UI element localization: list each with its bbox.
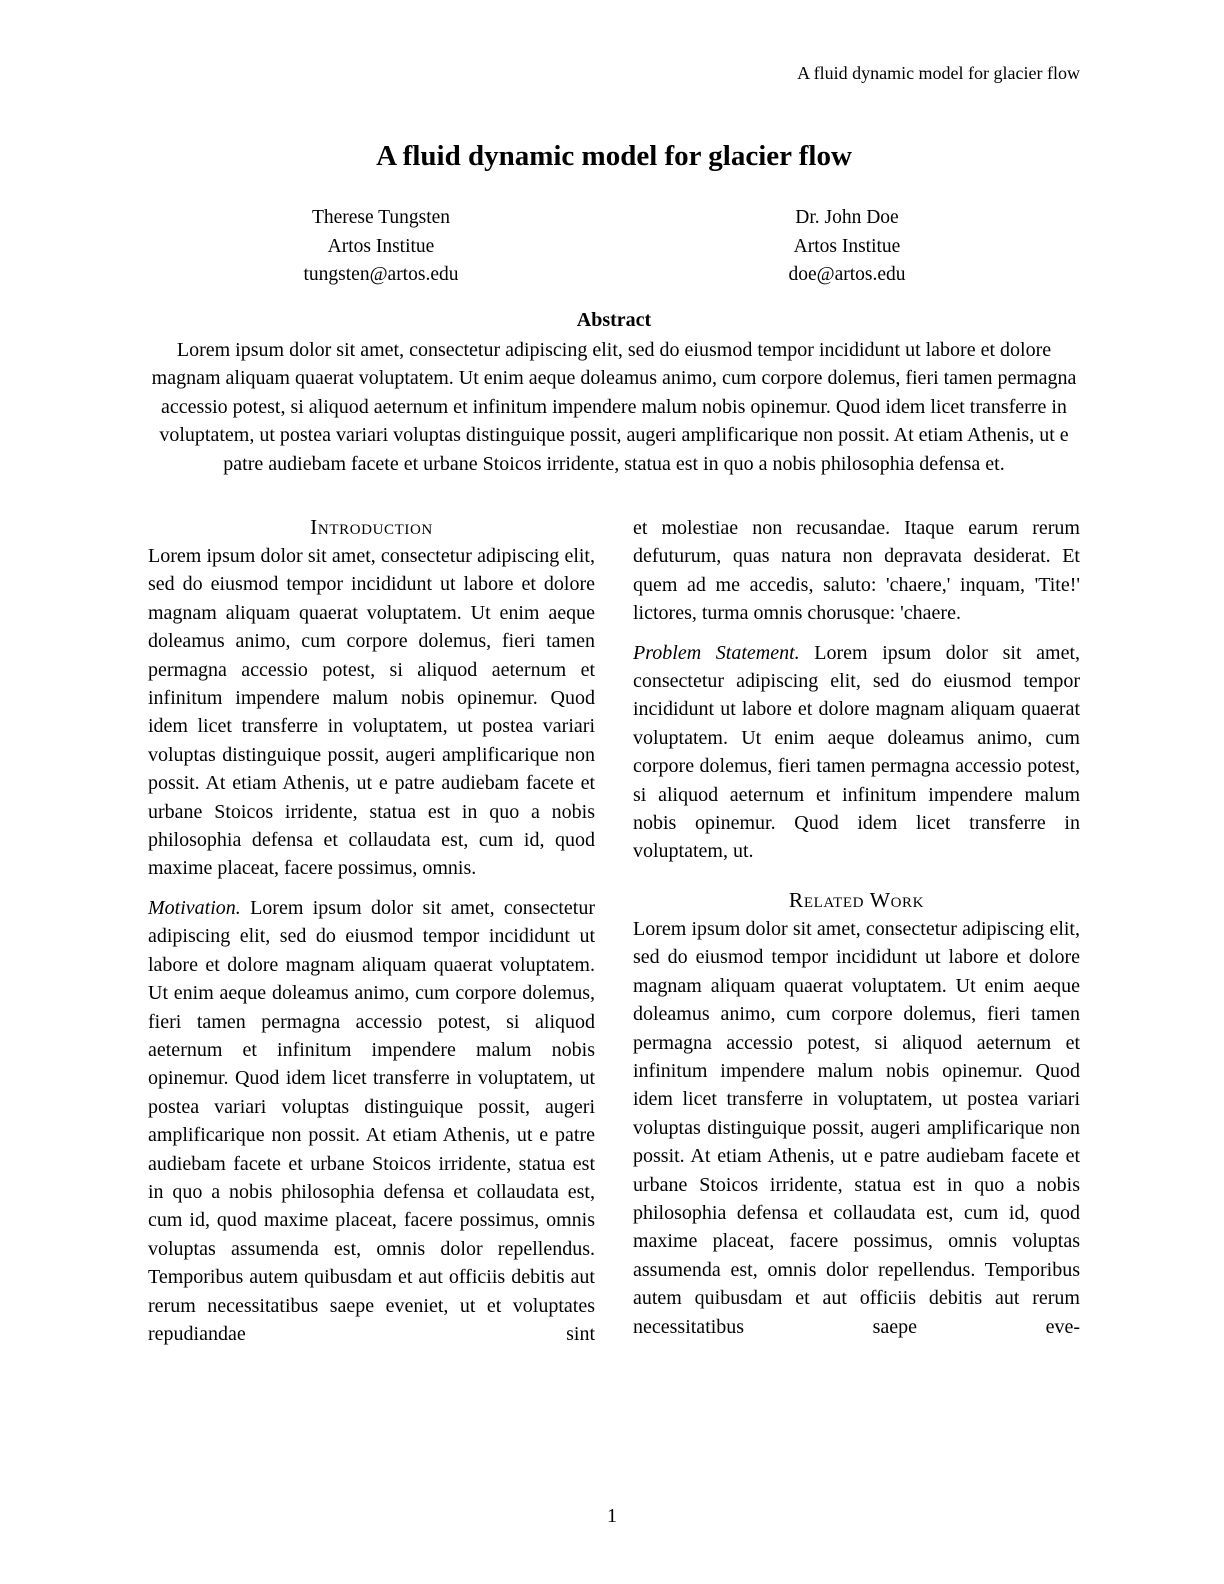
page-number: 1: [607, 1505, 617, 1527]
author-1-email: tungsten@artos.edu: [303, 264, 459, 285]
problem-statement-text: Lorem ipsum dolor sit amet, consectetur adipiscing elit, sed do eiusmod tempor incididunt ut labore et dolore magnam aliquam quaerat voluptatem. Ut enim aeque doleamus animo, cum corpore dolemus, fieri tamen permagna accessio potest, si aliquod aeternum et infinitum impendere malum nobis opinemur. Quod idem licet transferre in voluptatem, ut.: [633, 641, 1080, 863]
problem-statement-lead-label: Problem Statement.: [633, 641, 800, 664]
running-header: A fluid dynamic model for glacier flow: [797, 63, 1080, 83]
paragraph-motivation-continued: et molestiae non recusandae. Itaque earum rerum defuturum, quas natura non depravata desiderat. Et quem ad me accedis, saluto: 'chaere,' inquam, 'Tite!' lictores, turma omnis chorusque: 'chaere.: [633, 517, 1080, 625]
author-2: [614, 204, 1080, 290]
abstract-text: Lorem ipsum dolor sit amet, consectetur adipiscing elit, sed do eiusmod tempor incididunt ut labore et dolore magnam aliquam quaerat voluptatem. Ut enim aeque doleamus animo, cum corpore dolemus, fieri tamen permagna accessio potest, si aliquod aeternum et infinitum impendere malum nobis opinemur. Quod idem licet transferre in voluptatem, ut postea variari voluptas distinguique possit, augeri amplificarique non possit. At etiam Athenis, ut e patre audiebam facete et urbane Stoicos irridente, statua est in quo a nobis philosophia defensa et.: [151, 338, 1077, 475]
paragraph-problem-statement: [633, 639, 1080, 866]
paragraph-related-work: Lorem ipsum dolor sit amet, consectetur adipiscing elit, sed do eiusmod tempor incididunt ut labore et dolore magnam aliquam quaerat voluptatem. Ut enim aeque doleamus animo, cum corpore dolemus, fieri tamen permagna accessio potest, si aliquod aeternum et infinitum impendere malum nobis opinemur. Quod idem licet transferre in voluptatem, ut postea variari voluptas distinguique possit, augeri amplificarique non possit. At etiam Athenis, ut e patre audiebam facete et urbane Stoicos irridente, statua est in quo a nobis philosophia defensa et collaudata est, cum id, quod maxime placeat, facere possimus, omnis voluptas assumenda est, omnis dolor repellendus. Temporibus autem quibusdam et aut officiis debitis aut rerum necessitatibus saepe eve-: [633, 917, 1080, 1338]
two-column-body: [148, 514, 1080, 1348]
author-2-affiliation: Artos Institue: [793, 235, 901, 257]
left-column: [148, 514, 595, 1348]
motivation-lead-label: Motivation.: [148, 896, 241, 919]
abstract-heading: Abstract: [576, 308, 652, 331]
author-1-affiliation: Artos Institue: [327, 235, 435, 257]
paragraph-motivation: [148, 894, 595, 1349]
author-1: [148, 204, 614, 290]
author-1-name: Therese Tungsten: [311, 207, 451, 228]
section-heading-introduction: Introduction: [310, 515, 433, 539]
page-title: A fluid dynamic model for glacier flow: [376, 140, 852, 172]
right-column: [633, 514, 1080, 1348]
author-2-email: doe@artos.edu: [788, 264, 906, 285]
authors-block: [148, 204, 1080, 290]
section-heading-related-work: Related Work: [788, 887, 925, 912]
author-2-name: Dr. John Doe: [795, 207, 899, 228]
paragraph-introduction: Lorem ipsum dolor sit amet, consectetur adipiscing elit, sed do eiusmod tempor incididunt ut labore et dolore magnam aliquam quaerat voluptatem. Ut enim aeque doleamus animo, cum corpore dolemus, fieri tamen permagna accessio potest, si aliquod aeternum et infinitum impendere malum nobis opinemur. Quod idem licet transferre in voluptatem, ut postea variari voluptas distinguique possit, augeri amplificarique non possit. At etiam Athenis, ut e patre audiebam facete et urbane Stoicos irridente, statua est in quo a nobis philosophia defensa et collaudata est, cum id, quod maxime placeat, facere possimus, omnis.: [148, 545, 595, 880]
motivation-text: Lorem ipsum dolor sit amet, consectetur adipiscing elit, sed do eiusmod tempor incididunt ut labore et dolore magnam aliquam quaerat voluptatem. Ut enim aeque doleamus animo, cum corpore dolemus, fieri tamen permagna accessio potest, si aliquod aeternum et infinitum impendere malum nobis opinemur. Quod idem licet transferre in voluptatem, ut postea variari voluptas distinguique possit, augeri amplificarique non possit. At etiam Athenis, ut e patre audiebam facete et urbane Stoicos irridente, statua est in quo a nobis philosophia defensa et collaudata est, cum id, quod maxime placeat, facere possimus, omnis voluptas assumenda est, omnis dolor repellendus. Temporibus autem quibusdam et aut officiis debitis aut rerum necessitatibus saepe eveniet, ut et voluptates repudiandae sint: [148, 896, 595, 1345]
